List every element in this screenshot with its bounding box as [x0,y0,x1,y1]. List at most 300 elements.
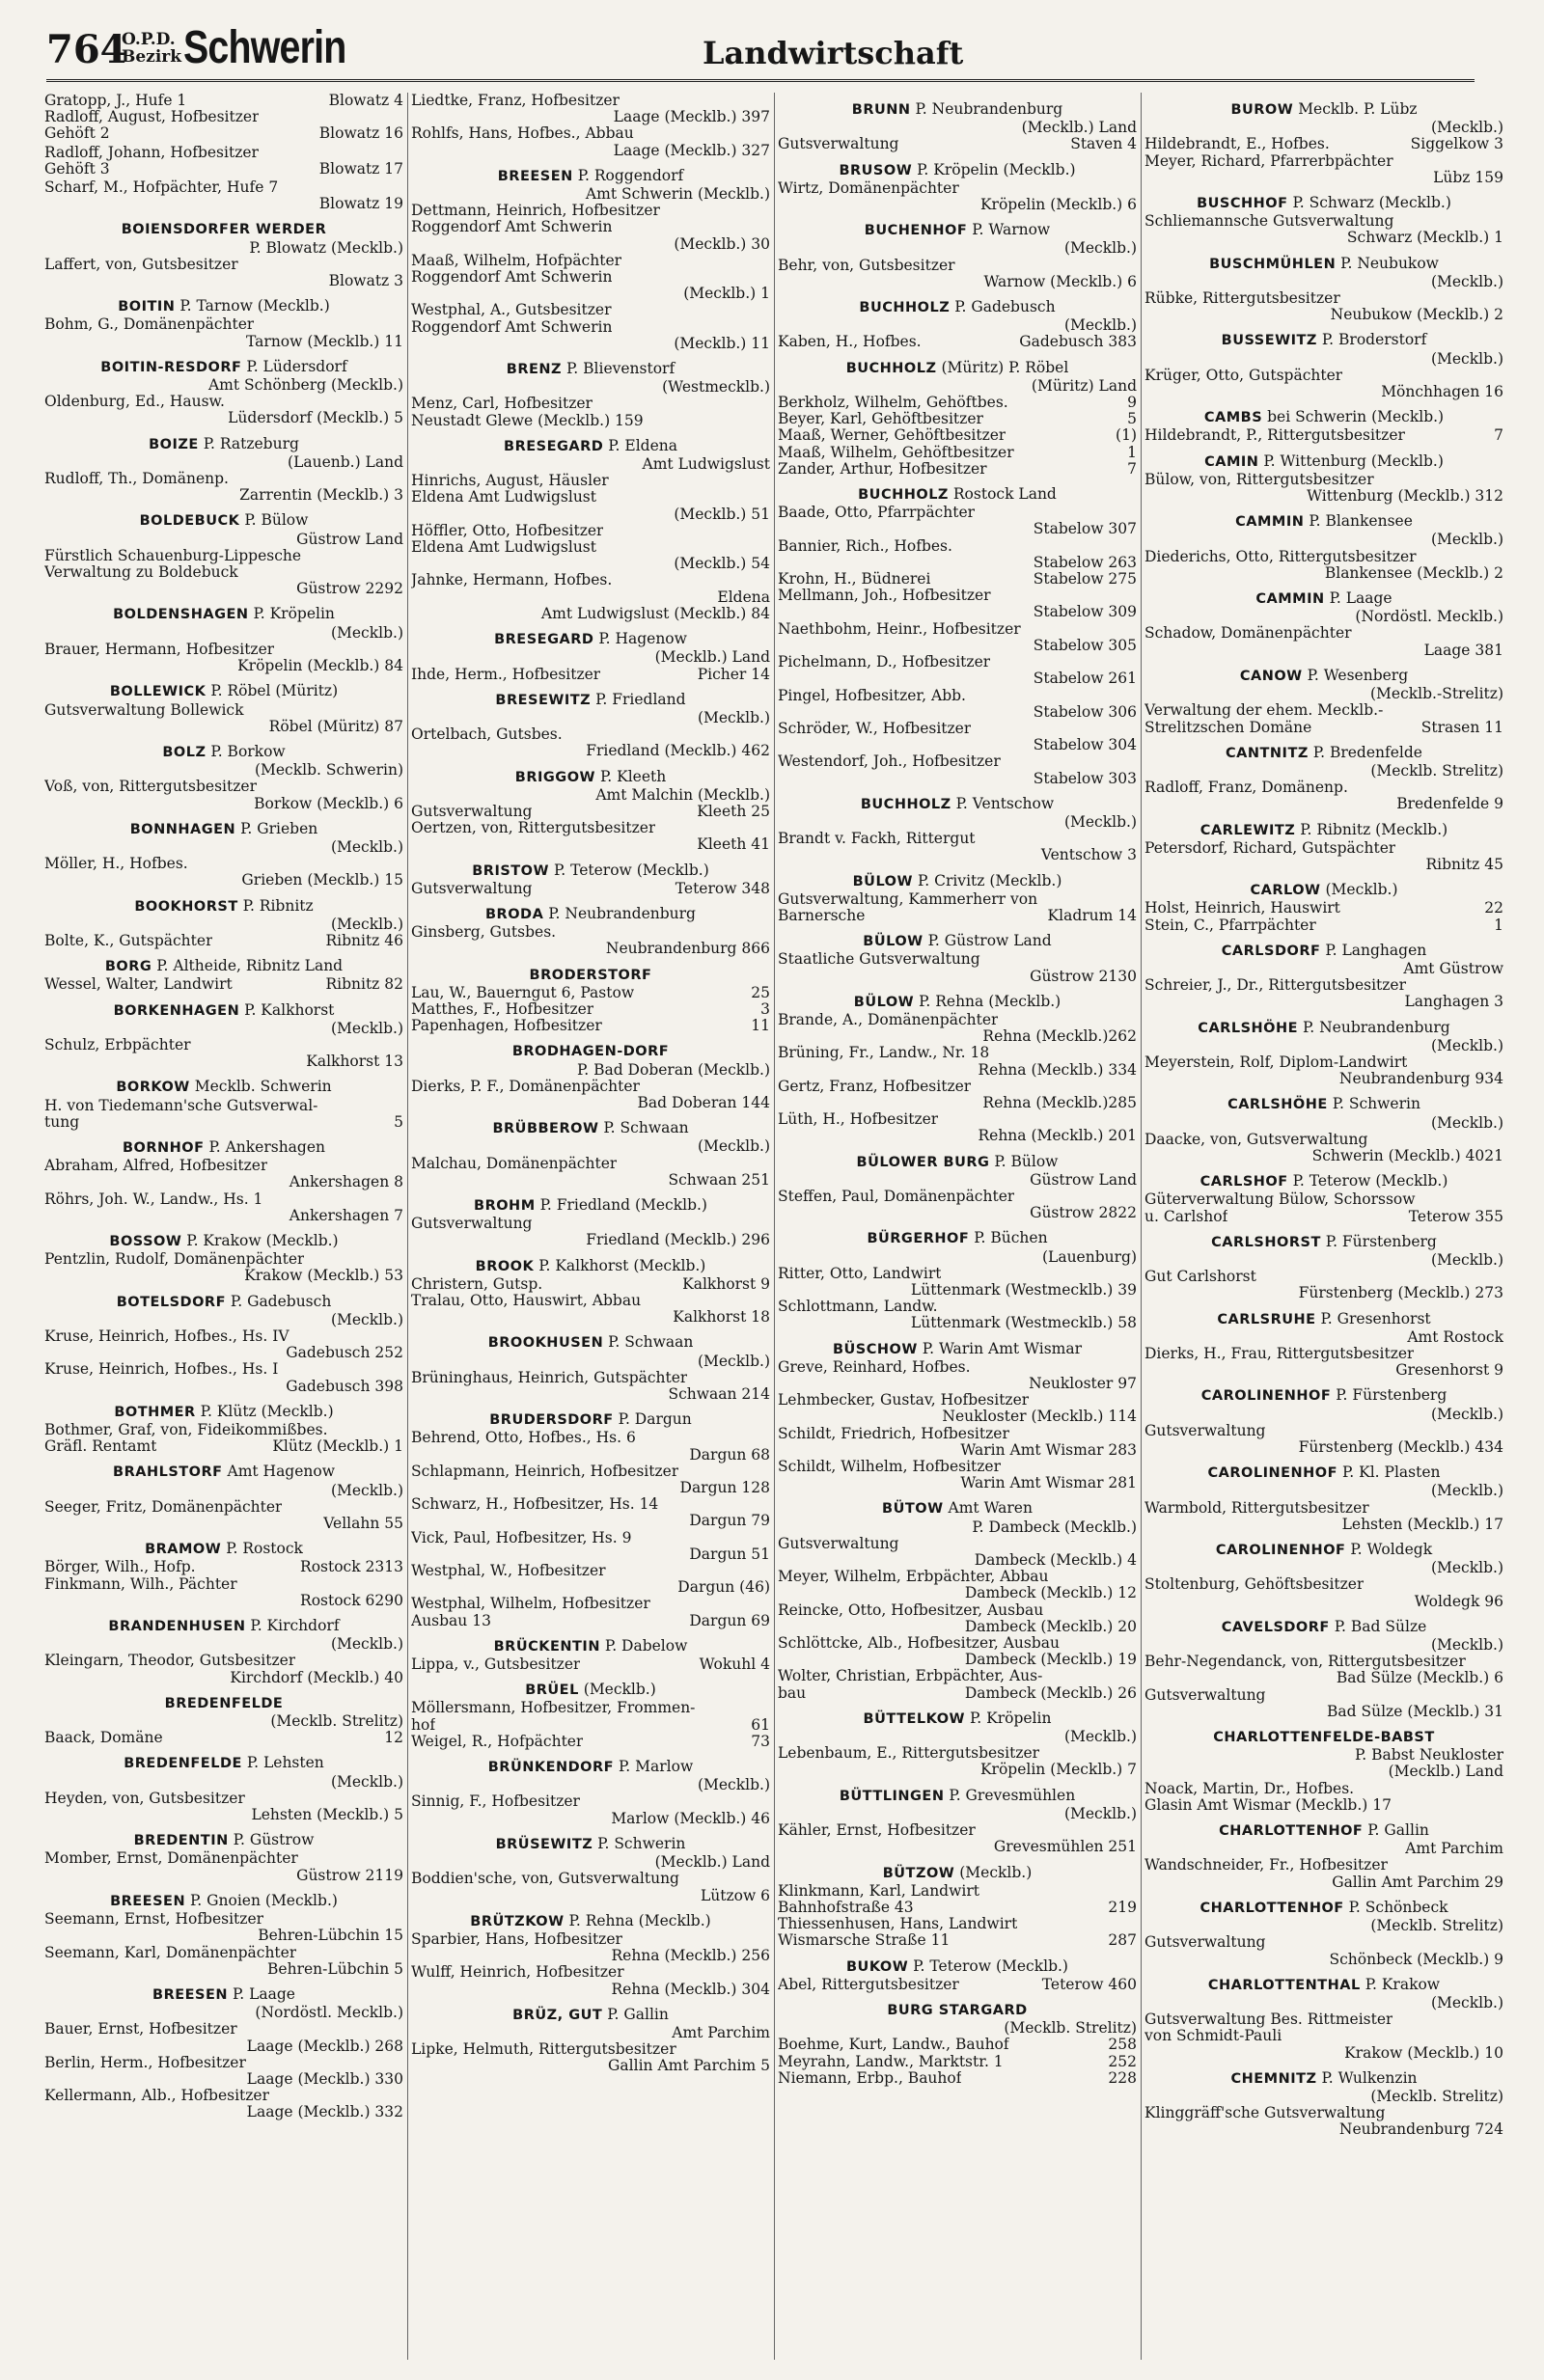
directory-entry [411,1638,770,1673]
listing-line [411,1370,770,1386]
place-name: BÜLOW [853,994,915,1010]
listing-phone [1131,1916,1137,1932]
post-office-detail: (Mecklb.) Land [1021,119,1137,137]
listing-line [411,1982,770,1998]
post-office: P. Kalkhorst [244,1000,335,1019]
directory-entry [411,1913,770,1998]
listing-line [44,642,403,658]
listing-text: Finkmann, Wilh., Pächter [44,1575,237,1593]
post-office: P. Gnoien (Mecklb.) [190,1891,338,1909]
place-heading [411,1334,770,1352]
listing-line [778,2070,1137,2087]
place-name: BOITIN [118,299,176,315]
place-heading [44,221,403,238]
place-name: BRÜCKENTIN [493,1638,600,1655]
post-office-detail: (Mecklb.) [1430,1036,1503,1054]
listing-text: Baade, Otto, Pfarrpächter [778,505,976,522]
listing-phone: Dambeck (Mecklb.) 20 [964,1617,1137,1635]
listing-line [411,93,770,109]
listing-text: Maaß, Wilhelm, Gehöftbesitzer [778,444,1014,461]
listing-phone: 61 [751,1715,770,1734]
directory-entry [778,994,1137,1145]
listing-line [44,1053,403,1070]
directory-entry [1144,409,1503,444]
listing-line [1144,153,1503,170]
listing-phone: (Mecklb.) 51 [674,505,770,523]
place-name: BUSCHHOF [1197,196,1288,212]
listing-line [1144,977,1503,994]
listing-phone: Krakow (Mecklb.) 53 [244,1267,403,1285]
listing-line [1144,994,1503,1010]
directory-entry [778,873,1137,925]
place-heading [411,1836,770,1853]
post-office: P. Rostock [226,1540,303,1558]
listing-line [411,1386,770,1403]
listing-line [1144,2121,1503,2138]
post-office-detail: (Mecklb.) [1430,1993,1503,2011]
place-subheading [44,916,403,933]
post-office: Mecklb. Schwerin [194,1078,332,1096]
place-name: CHARLOTTENTHAL [1207,1977,1361,1993]
post-office-detail: Amt Parchim [672,2023,770,2041]
listing-line [1144,1517,1503,1533]
place-heading [44,512,403,530]
listing-line [1144,1209,1503,1225]
place-subheading [1144,1483,1503,1499]
listing-line [411,556,770,572]
listing-phone: 22 [1484,899,1503,917]
post-office-detail: Amt Ludwigslust [642,455,770,474]
listing-line [1144,2011,1503,2028]
directory-entry [778,933,1137,985]
post-office: P. Grevesmühlen [949,1786,1076,1804]
listing-phone: (Mecklb.) 11 [674,334,770,352]
listing-text: Radloff, August, Hofbesitzer [44,109,260,126]
post-office-detail: (Mecklb.) [1063,1728,1137,1746]
place-heading [1144,1020,1503,1037]
listing-line [778,1376,1137,1392]
listing-phone: Warin Amt Wismar 283 [960,1440,1137,1459]
listing-phone [1498,977,1503,994]
place-name: BREESEN [497,168,573,184]
listing-phone: Teterow 348 [675,879,770,897]
listing-phone: Rostock 6290 [300,1591,403,1609]
post-office: (Mecklb.) [1325,881,1398,899]
listing-phone [1131,505,1137,521]
listing-text: Radloff, Franz, Domänenp. [1144,780,1348,797]
post-office-detail: P. Babst Neukloster [1355,1746,1503,1764]
place-name: CARLSRUHE [1217,1311,1316,1327]
listing-line [778,521,1137,537]
listing-phone: Dargun 69 [689,1611,770,1629]
directory-entry [44,1541,403,1609]
place-heading [1144,1173,1503,1190]
listing-text: Pentzlin, Rudolf, Domänenpächter [44,1251,305,1269]
listing-line [778,1652,1137,1668]
listing-line [1144,290,1503,307]
directory-entry [1144,1234,1503,1302]
listing-phone [1131,1299,1137,1315]
listing-line [1144,136,1503,152]
post-office: P. Fürstenberg [1325,1232,1437,1250]
directory-entry [411,631,770,683]
listing-phone: Lüttenmark (Westmecklb.) 39 [910,1281,1137,1299]
listing-phone: Ankershagen 8 [289,1173,403,1191]
post-office-detail: (Lauenburg) [1041,1247,1137,1266]
listing-line [411,881,770,897]
listing-phone [764,302,770,318]
listing-phone: 287 [1108,1931,1137,1950]
place-name: BÜLOW [863,934,924,950]
post-office-detail: (Mecklb.) [1063,239,1137,258]
listing-phone: Stabelow 304 [1033,736,1137,754]
listing-line [778,588,1137,604]
listing-line [1144,1148,1503,1164]
post-office: P. Crivitz (Mecklb.) [917,871,1062,889]
place-heading [1144,409,1503,426]
listing-line [411,125,770,142]
listing-text: Gräfl. Rentamt [44,1438,157,1456]
place-subheading [411,1777,770,1793]
place-name: BREDENFELDE [124,1756,242,1772]
place-name: BROHM [474,1197,536,1214]
listing-line [1144,840,1503,857]
place-name: BUCHHOLZ [845,360,937,376]
place-name: CARLEWITZ [1199,822,1296,838]
post-office: P. Ribnitz (Mecklb.) [1300,820,1448,838]
listing-text: Meyer, Wilhelm, Erbpächter, Abbau [778,1569,1049,1586]
listing-line [411,589,770,606]
listing-text: Kaben, H., Hofbes. [778,334,922,351]
directory-entry [1144,256,1503,324]
post-office: Amt Hagenow [227,1463,335,1481]
listing-line [778,258,1137,274]
post-office: P. Hagenow [598,630,687,648]
listing-phone: Lüdersdorf (Mecklb.) 5 [228,409,403,427]
place-subheading [44,532,403,548]
listing-phone [764,1964,770,1981]
listing-text: Stoltenburg, Gehöftsbesitzer [1144,1576,1365,1594]
listing-line [778,1189,1137,1205]
post-office: Rostock Land [952,485,1057,504]
directory-entry [778,796,1137,864]
listing-line [44,273,403,289]
listing-phone [1131,1079,1137,1095]
place-name: CARLSHÖHE [1227,1097,1328,1113]
post-office: P. Marlow [619,1758,694,1776]
column-4 [1144,93,1503,2369]
listing-line [411,2058,770,2074]
listing-text: Mellmann, Joh., Hofbesitzer [778,588,991,605]
listing-text: Schlöttcke, Alb., Hofbesitzer, Ausbau [778,1635,1060,1653]
page-header [46,19,1475,82]
directory-entry [1144,1729,1503,1814]
listing-text: Steffen, Paul, Domänenpächter [778,1188,1015,1205]
place-heading [44,821,403,838]
directory-entry [1144,1387,1503,1456]
place-subheading [411,186,770,203]
listing-text: Eldena Amt Ludwigslust [411,489,596,506]
post-office: P. Roggendorf [577,166,684,184]
listing-line [778,1062,1137,1079]
listing-text: Matthes, F., Hofbesitzer [411,1000,594,1018]
listing-line [44,564,403,581]
listing-line [411,1613,770,1629]
listing-line [411,1293,770,1309]
listing-line [44,719,403,735]
listing-line [778,1745,1137,1762]
post-office: bei Schwerin (Mecklb.) [1267,408,1445,426]
listing-line [411,1001,770,1018]
post-office-detail: Amt Malchin (Mecklb.) [595,785,770,804]
place-heading [44,898,403,916]
listing-line [411,1888,770,1904]
place-subheading [44,1713,403,1730]
listing-phone [764,1563,770,1579]
listing-phone: Warnow (Mecklb.) 6 [983,272,1137,290]
place-heading [1144,668,1503,685]
listing-phone: Lübz 159 [1433,168,1503,186]
place-subheading [411,379,770,396]
post-office-detail: (Mecklb.) [697,1352,770,1370]
directory-entry [411,1120,770,1189]
listing-line [778,538,1137,555]
place-heading [778,1341,1137,1358]
listing-phone: Dambeck (Mecklb.) 19 [964,1651,1137,1669]
post-office-detail: Güstrow Land [296,530,403,548]
directory-entry [44,744,403,812]
listing-phone: Schönbeck (Mecklb.) 9 [1329,1950,1503,1968]
listing-line [44,471,403,487]
listing-phone [398,471,403,487]
listing-phone: Fürstenberg (Mecklb.) 434 [1298,1438,1503,1457]
place-name: BROOK [475,1258,535,1274]
listing-text: Zander, Arthur, Hofbesitzer [778,460,987,478]
place-subheading [1144,1407,1503,1423]
listing-text: Bülow, von, Rittergutsbesitzer [1144,471,1374,488]
listing-line [778,1012,1137,1028]
listing-phone: Rehna (Mecklb.) 304 [611,1980,770,1998]
post-office-detail: (Mecklb.) [330,915,403,933]
listing-phone [1498,1269,1503,1285]
listing-line [411,413,770,429]
place-name: BRUNN [851,102,911,118]
listing-phone [1131,258,1137,274]
listing-phone: Rehna (Mecklb.) 201 [978,1127,1137,1145]
listing-text: Abel, Rittergutsbesitzer [778,1976,959,1993]
directory-entry [1144,668,1503,736]
listing-phone [1131,1459,1137,1475]
listing-text: Kähler, Ernst, Hofbesitzer [778,1822,976,1840]
directory-entry [44,221,403,289]
listing-text: Möllersmann, Hofbesitzer, Frommen- [411,1700,696,1717]
place-subheading [778,814,1137,831]
place-heading [44,744,403,761]
post-office-detail: (Mecklb.) [1430,531,1503,549]
listing-line [778,555,1137,571]
listing-phone [764,1700,770,1716]
listing-line [778,1932,1137,1949]
post-office: P. Ankershagen [208,1137,326,1156]
directory-entry [1144,453,1503,506]
listing-line [778,1916,1137,1932]
place-name: BREESEN [152,1986,229,2003]
listing-text: Röhrs, Joh. W., Landw., Hs. 1 [44,1190,263,1208]
listing-phone: 3 [760,999,770,1018]
listing-phone: Fürstenberg (Mecklb.) 273 [1298,1284,1503,1302]
post-office: (Müritz) P. Röbel [941,358,1069,376]
place-heading [778,873,1137,890]
listing-text: Brauer, Hermann, Hofbesitzer [44,641,275,658]
listing-line [411,1513,770,1529]
listing-phone [764,203,770,219]
post-office: P. Ratzeburg [203,434,299,452]
listing-phone: Warin Amt Wismar 281 [960,1474,1137,1492]
listing-line [44,2038,403,2055]
listing-phone [764,1530,770,1546]
post-office: P. Röbel (Müritz) [210,682,339,700]
listing-text: Sparbier, Hans, Hofbesitzer [411,1930,622,1948]
listing-phone [764,1293,770,1309]
listing-phone: Stabelow 309 [1033,603,1137,621]
listing-text: Lüth, H., Hofbesitzer [778,1111,939,1129]
listing-text: Malchau, Domänenpächter [411,1155,618,1172]
directory-entry [1144,1822,1503,1891]
listing-text: Schadow, Domänenpächter [1144,625,1352,643]
place-name: BÜTZOW [882,1865,955,1881]
place-name: BRODA [485,906,544,922]
place-subheading [1144,961,1503,977]
listing-phone: Bredenfelde 9 [1396,795,1503,813]
post-office: P. Blievenstorf [566,360,676,378]
directory-entry [1144,2070,1503,2139]
listing-line [1144,643,1503,659]
post-office-detail: (Mecklb. Strelitz) [1004,2019,1137,2038]
place-subheading [778,317,1137,334]
listing-line [1144,488,1503,505]
listing-text: Krohn, H., Büdnerei [778,571,931,588]
listing-phone: (Mecklb.) Land [1388,1763,1503,1781]
listing-line [411,253,770,269]
listing-line [1144,780,1503,796]
listing-line [778,604,1137,620]
listing-text: Wulff, Heinrich, Hofbesitzer [411,1964,624,1982]
listing-line [778,1602,1137,1619]
listing-text: Schliemannsche Gutsverwaltung [1144,213,1394,231]
listing-line [778,1900,1137,1916]
listing-phone [398,564,403,581]
listing-line [1144,1132,1503,1148]
place-subheading [44,625,403,642]
listing-phone [1498,1781,1503,1797]
listing-line [44,1868,403,1884]
listing-line [411,319,770,336]
place-subheading [411,1062,770,1079]
directory-entry [411,967,770,1035]
listing-text: Fürstlich Schauenburg-Lippesche [44,547,302,564]
listing-text: Bahnhofstraße 43 [778,1899,914,1916]
directory-entry [411,1258,770,1327]
listing-line [1144,2105,1503,2121]
listing-phone [764,1216,770,1232]
place-heading [1144,882,1503,899]
directory-columns [44,93,1502,2369]
listing-text: Meyrahn, Landw., Marktstr. 1 [778,2053,1004,2070]
listing-line [411,1700,770,1716]
directory-entry [411,1411,770,1629]
place-heading [411,438,770,455]
listing-phone: Wokuhl 4 [699,1655,770,1674]
place-name: CARLSDORF [1221,943,1321,959]
directory-entry [1144,513,1503,582]
post-office: P. Bülow [994,1152,1059,1170]
post-office: P. Kröpelin [969,1709,1052,1727]
place-heading [778,360,1137,377]
directory-entry [778,1500,1137,1701]
place-subheading [778,1729,1137,1745]
listing-text: Hildebrandt, P., Rittergutsbesitzer [1144,427,1405,445]
listing-line [411,219,770,235]
listing-text: H. von Tiedemann'sche Gutsverwal- [44,1097,318,1114]
listing-line [411,1079,770,1095]
listing-phone [398,1191,403,1208]
place-subheading [778,1172,1137,1189]
directory-entry [778,1788,1137,1856]
listing-line [44,1268,403,1284]
post-office: P. Kirchdorf [250,1617,340,1635]
listing-phone [398,1328,403,1345]
listing-line [778,670,1137,687]
directory-entry [44,1079,403,1131]
listing-phone [1498,549,1503,565]
directory-entry [411,906,770,958]
listing-phone [1131,538,1137,555]
listing-phone [398,1945,403,1961]
place-heading [44,1695,403,1712]
listing-phone [764,924,770,941]
listing-phone: Stabelow 307 [1033,520,1137,538]
post-office-detail: (Mecklb.) [1063,812,1137,831]
listing-line [44,196,403,212]
listing-text: Noack, Martin, Dr., Hofbes. [1144,1780,1355,1797]
listing-phone [1131,1012,1137,1028]
place-name: CANTNITZ [1226,745,1309,761]
post-office: P. Wulkenzin [1321,2068,1418,2087]
post-office: Amt Waren [948,1499,1033,1518]
listing-phone [1498,1191,1503,1208]
listing-phone: (Mecklb.) 1 [683,285,770,303]
listing-text: Maaß, Wilhelm, Hofpächter [411,252,622,269]
listing-text: Boddien'sche, von, Gutsverwaltung [411,1871,679,1888]
place-name: BRÜZ, GUT [512,2007,603,2023]
listing-text: Wandschneider, Fr., Hofbesitzer [1144,1857,1388,1874]
listing-phone: Dargun (46) [677,1578,770,1597]
place-heading [1144,256,1503,273]
listing-phone: Kirchdorf (Mecklb.) 40 [230,1668,403,1686]
post-office-detail: (Mecklb.) [330,623,403,642]
listing-phone [1498,780,1503,796]
listing-text: Gutsverwaltung [1144,1422,1266,1439]
listing-text: Laffert, von, Gutsbesitzer [44,256,238,273]
listing-phone [398,1361,403,1378]
directory-entry [44,1404,403,1456]
place-name: BRAHLSTORF [113,1464,223,1481]
place-name: BUCHHOLZ [859,300,951,316]
place-name: BORNHOF [122,1139,205,1156]
listing-text: Seemann, Karl, Domänenpächter [44,1944,297,1961]
listing-line [778,969,1137,985]
directory-entry [44,1755,403,1823]
